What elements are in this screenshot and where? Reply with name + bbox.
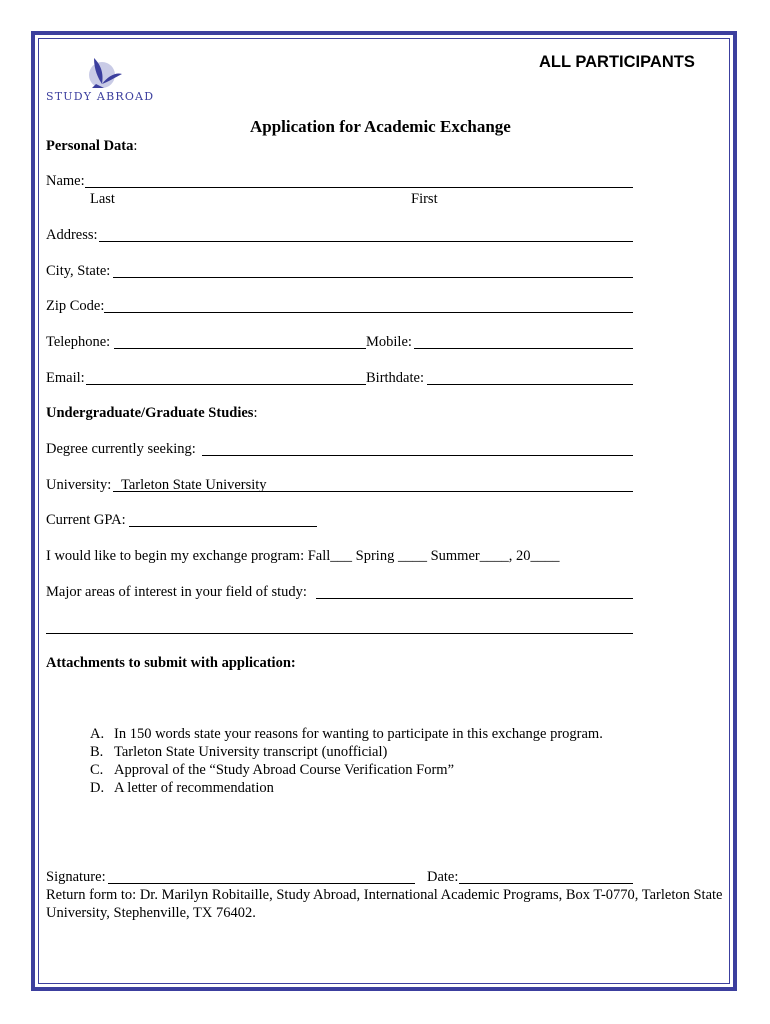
list-item-letter: A. bbox=[90, 726, 105, 742]
date-label: Date: bbox=[427, 869, 459, 885]
list-item bbox=[90, 761, 603, 779]
mobile-field[interactable] bbox=[414, 348, 633, 349]
date-field[interactable] bbox=[459, 883, 633, 884]
logo-text: STUDY ABROAD bbox=[46, 90, 155, 103]
list-item-text: Approval of the “Study Abroad Course Verification Form” bbox=[114, 762, 455, 778]
list-item-text: Tarleton State University transcript (unofficial) bbox=[114, 744, 388, 760]
list-item bbox=[90, 779, 603, 797]
birthdate-field[interactable] bbox=[427, 384, 633, 385]
name-field[interactable] bbox=[85, 187, 633, 188]
page-border-inner bbox=[38, 38, 730, 984]
major-field[interactable] bbox=[316, 598, 633, 599]
name-label: Name: bbox=[46, 173, 85, 189]
birthdate-label: Birthdate: bbox=[366, 370, 424, 386]
list-item-letter: C. bbox=[90, 762, 104, 778]
degree-field[interactable] bbox=[202, 455, 633, 456]
degree-label: Degree currently seeking: bbox=[46, 441, 196, 457]
university-label: University: bbox=[46, 477, 112, 493]
attachments-heading: Attachments to submit with application: bbox=[46, 655, 296, 671]
last-name-caption: Last bbox=[90, 191, 115, 207]
university-value: Tarleton State University bbox=[121, 477, 267, 493]
zip-code-label: Zip Code: bbox=[46, 298, 105, 314]
list-item-letter: D. bbox=[90, 780, 105, 796]
attachments-list bbox=[90, 725, 603, 797]
personal-section-label: Personal Data bbox=[46, 138, 134, 154]
exchange-term-line[interactable]: I would like to begin my exchange program: Fall___ Spring ____ Summer____, 20____ bbox=[46, 548, 560, 564]
telephone-label: Telephone: bbox=[46, 334, 111, 350]
list-item-text: In 150 words state your reasons for wanting to participate in this exchange program. bbox=[114, 726, 603, 742]
gpa-label: Current GPA: bbox=[46, 512, 126, 528]
participants-badge: ALL PARTICIPANTS bbox=[539, 53, 695, 71]
personal-section-colon: : bbox=[133, 138, 138, 154]
signature-field[interactable] bbox=[108, 883, 415, 884]
signature-label: Signature: bbox=[46, 869, 106, 885]
studies-section-label: Undergraduate/Graduate Studies bbox=[46, 405, 254, 421]
studies-section-heading bbox=[46, 405, 257, 422]
return-instructions: Return form to: Dr. Marilyn Robitaille, Study Abroad, International Academic Programs, Box T-0770, Tarleton State University, Stephenville, TX 76402. bbox=[46, 887, 723, 921]
first-name-caption: First bbox=[411, 191, 438, 207]
major-field-continuation[interactable] bbox=[46, 633, 633, 634]
studies-section-colon: : bbox=[253, 405, 258, 421]
zip-code-field[interactable] bbox=[104, 312, 633, 313]
major-label: Major areas of interest in your field of study: bbox=[46, 584, 307, 600]
list-item-letter: B. bbox=[90, 744, 104, 760]
gpa-field[interactable] bbox=[129, 526, 317, 527]
address-field[interactable] bbox=[99, 241, 633, 242]
mobile-label: Mobile: bbox=[366, 334, 412, 350]
city-state-field[interactable] bbox=[113, 277, 633, 278]
city-state-label: City, State: bbox=[46, 263, 111, 279]
email-field[interactable] bbox=[86, 384, 366, 385]
address-label: Address: bbox=[46, 227, 98, 243]
personal-section-heading bbox=[46, 138, 137, 155]
list-item bbox=[90, 725, 603, 743]
telephone-field[interactable] bbox=[114, 348, 366, 349]
email-label: Email: bbox=[46, 370, 85, 386]
list-item bbox=[90, 743, 603, 761]
page-title: Application for Academic Exchange bbox=[250, 117, 511, 136]
list-item-text: A letter of recommendation bbox=[114, 780, 274, 796]
